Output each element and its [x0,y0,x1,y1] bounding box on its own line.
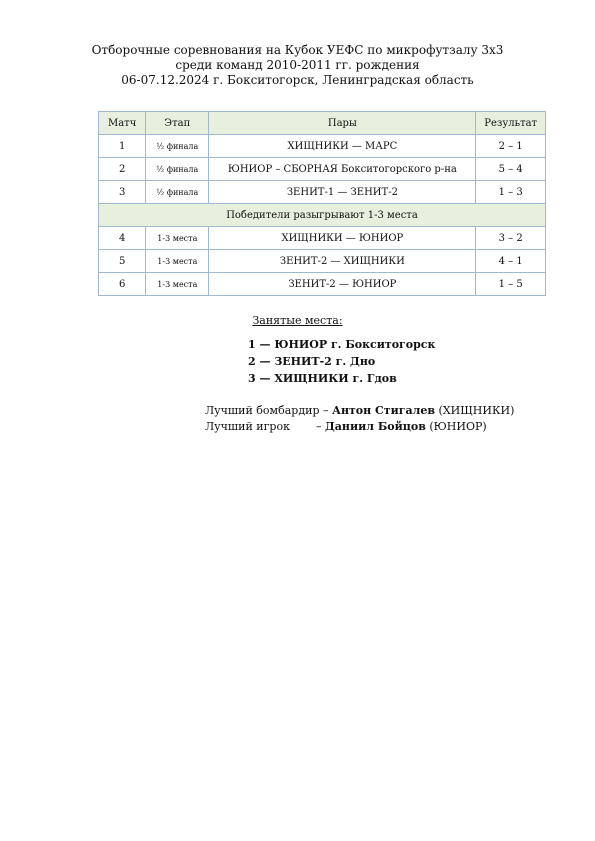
match-number: 4 [99,227,146,250]
match-number: 5 [99,250,146,273]
best-player-row [205,419,514,435]
match-result: 1 – 5 [476,273,546,296]
results-table [98,111,546,296]
match-result: 1 – 3 [476,181,546,204]
match-stage: 1-3 места [146,227,209,250]
place-third: 3 — ХИЩНИКИ г. Гдов [248,372,397,385]
match-pair: ЮНИОР – СБОРНАЯ Бокситогорского р-на [209,158,476,181]
match-pair: ХИЩНИКИ — ЮНИОР [209,227,476,250]
best-player-dash: – [316,420,322,433]
stage-separator-row [99,204,546,227]
match-pair: ЗЕНИТ-2 — ХИЩНИКИ [209,250,476,273]
table-row [99,273,546,296]
table-row [99,181,546,204]
best-player-team: (ЮНИОР) [429,420,487,433]
table-header-row [99,112,546,135]
best-player-name: Даниил Бойцов [325,420,426,433]
column-header-stage: Этап [146,112,209,135]
table-row [99,135,546,158]
place-second: 2 — ЗЕНИТ-2 г. Дно [248,355,376,368]
table-row [99,250,546,273]
match-stage: ½ финала [146,181,209,204]
match-number: 1 [99,135,146,158]
match-result: 4 – 1 [476,250,546,273]
match-stage: 1-3 места [146,273,209,296]
table-row [99,158,546,181]
title-line-3: 06-07.12.2024 г. Бокситогорск, Ленинградская область [121,73,474,87]
match-stage: ½ финала [146,135,209,158]
match-result: 2 – 1 [476,135,546,158]
table-row [99,227,546,250]
best-scorer-label: Лучший бомбардир – [205,404,329,417]
match-pair: ЗЕНИТ-2 — ЮНИОР [209,273,476,296]
title-line-2: среди команд 2010-2011 гг. рождения [175,58,420,72]
match-stage: 1-3 места [146,250,209,273]
match-pair: ХИЩНИКИ — МАРС [209,135,476,158]
title-line-1: Отборочные соревнования на Кубок УЕФС по микрофутзалу 3х3 [91,43,504,57]
best-player-label: Лучший игрок [205,420,290,433]
column-header-match: Матч [99,112,146,135]
match-pair: ЗЕНИТ-1 — ЗЕНИТ-2 [209,181,476,204]
match-result: 3 – 2 [476,227,546,250]
best-scorer-team: (ХИЩНИКИ) [438,404,515,417]
column-header-pairs: Пары [209,112,476,135]
individual-awards [205,403,514,435]
best-scorer-row [205,403,514,419]
match-stage: ½ финала [146,158,209,181]
stage-separator-text: Победители разыгрывают 1-3 места [99,204,546,227]
document-title [60,43,535,88]
column-header-result: Результат [476,112,546,135]
match-number: 6 [99,273,146,296]
place-first: 1 — ЮНИОР г. Бокситогорск [248,338,436,351]
places-list [248,336,435,387]
match-result: 5 – 4 [476,158,546,181]
match-number: 3 [99,181,146,204]
match-number: 2 [99,158,146,181]
best-scorer-name: Антон Стигалев [331,404,436,417]
places-heading: Занятые места: [252,314,343,327]
